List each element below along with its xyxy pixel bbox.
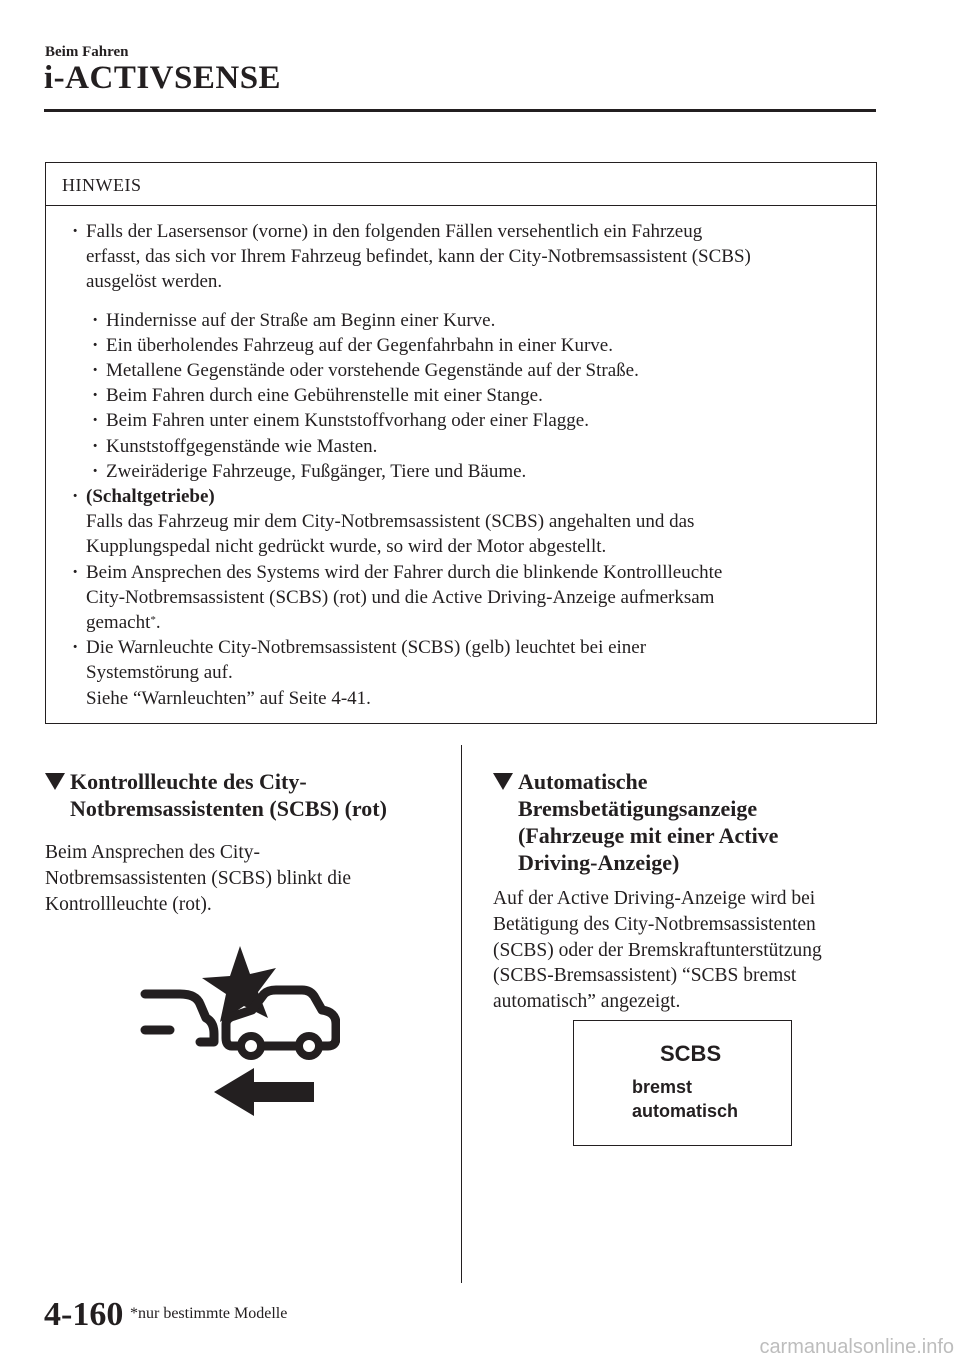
note-box: [45, 162, 877, 724]
left-body-line: Beim Ansprechen des City-: [45, 842, 261, 863]
collision-warning-icon: [140, 938, 340, 1116]
note-line: · Beim Ansprechen des Systems wird der Fahrer durch die blinkende Kontrollleuchte: [86, 561, 723, 583]
display-title: SCBS: [660, 1041, 722, 1066]
arrow-left-icon: [214, 1068, 314, 1116]
note-line: Systemstörung auf.: [86, 662, 233, 684]
display-line: automatisch: [632, 1101, 739, 1121]
header-rule: [44, 109, 876, 112]
right-body-line: (SCBS-Bremsassistent) “SCBS bremst: [493, 965, 797, 987]
left-heading: [45, 768, 387, 822]
note-separator: [46, 205, 876, 206]
own-car-icon: [145, 994, 214, 1042]
left-body: [45, 840, 351, 917]
note-subheading: · (Schaltgetriebe): [86, 486, 215, 508]
scbs-display-illustration: [573, 1020, 792, 1146]
right-body: [493, 886, 822, 1015]
right-heading-line: (Fahrzeuge mit einer Active: [518, 823, 779, 848]
watermark: carmanualsonline.info: [759, 1336, 954, 1358]
right-heading-line: Driving-Anzeige): [518, 850, 680, 875]
note-sub-item: · Zweiräderige Fahrzeuge, Fußgänger, Tiere und Bäume.: [88, 459, 868, 484]
note-line: Kupplungspedal nicht gedrückt wurde, so wird der Motor abgestellt.: [86, 536, 607, 558]
right-heading-line: Automatische: [518, 769, 648, 794]
scbs-warning-light-icon: [140, 938, 340, 1116]
section-label: Beim Fahren: [45, 44, 129, 60]
note-period: .: [155, 612, 161, 634]
column-divider: [461, 745, 462, 1283]
note-body: [68, 219, 868, 711]
right-heading-line: Bremsbetätigungsanzeige: [518, 796, 758, 821]
note-line: ausgelöst werden.: [86, 271, 223, 293]
note-sub-item: · Beim Fahren unter einem Kunststoffvorhang oder einer Flagge.: [88, 408, 868, 433]
note-text: gemacht: [86, 612, 151, 634]
note-item-lasersensor: [68, 219, 868, 295]
page-title: i-ACTIVSENSE: [44, 60, 282, 96]
note-line: · Die Warnleuchte City-Notbremsassistent (SCBS) (gelb) leuchtet bei einer: [86, 637, 647, 659]
left-body-line: Kontrollleuchte (rot).: [45, 893, 212, 915]
page-number: 4-160: [44, 1296, 124, 1333]
note-title: HINWEIS: [62, 175, 142, 195]
triangle-icon: [493, 773, 513, 790]
note-item-warnleuchte: [68, 635, 868, 711]
wheel-icon: [241, 1036, 261, 1056]
note-item-ansprechen: [68, 560, 868, 636]
note-sub-item: · Kunststoffgegenstände wie Masten.: [88, 434, 868, 459]
note-sub-item: · Beim Fahren durch eine Gebührenstelle mit einer Stange.: [88, 383, 868, 408]
note-line: · Falls der Lasersensor (vorne) in den folgenden Fällen versehentlich ein Fahrzeug: [86, 221, 703, 242]
note-line: Siehe “Warnleuchten” auf Seite 4-41.: [86, 687, 371, 709]
display-line: bremst: [632, 1077, 693, 1097]
right-body-line: Auf der Active Driving-Anzeige wird bei: [493, 888, 816, 909]
triangle-icon: [45, 773, 65, 790]
note-sub-item: · Metallene Gegenstände oder vorstehende Gegenstände auf der Straße.: [88, 358, 868, 383]
right-body-line: (SCBS) oder der Bremskraftunterstützung: [493, 939, 822, 961]
wheel-icon: [299, 1036, 319, 1056]
right-heading: [493, 768, 778, 876]
left-heading-line: Kontrollleuchte des City-: [70, 769, 307, 794]
note-line: erfasst, das sich vor Ihrem Fahrzeug befindet, kann der City-Notbremsassistent (SCBS): [86, 246, 751, 268]
right-body-line: automatisch” angezeigt.: [493, 991, 681, 1013]
note-line: Falls das Fahrzeug mir dem City-Notbremsassistent (SCBS) angehalten und das: [86, 511, 695, 533]
footnote-star: *: [150, 614, 156, 627]
note-sub-item: · Hindernisse auf der Straße am Beginn einer Kurve.: [88, 308, 868, 333]
note-sub-item: · Ein überholendes Fahrzeug auf der Gegenfahrbahn in einer Kurve.: [88, 333, 868, 358]
note-sub-list: [68, 308, 868, 484]
right-body-line: Betätigung des City-Notbremsassistenten: [493, 913, 816, 935]
note-line: City-Notbremsassistent (SCBS) (rot) und die Active Driving-Anzeige aufmerksam: [86, 586, 715, 608]
note-item-schaltgetriebe: [68, 484, 868, 560]
footnote: *nur bestimmte Modelle: [130, 1305, 288, 1322]
left-heading-line: Notbremsassistenten (SCBS) (rot): [70, 796, 387, 821]
note-line-last: [86, 610, 868, 635]
left-body-line: Notbremsassistenten (SCBS) blinkt die: [45, 867, 352, 889]
